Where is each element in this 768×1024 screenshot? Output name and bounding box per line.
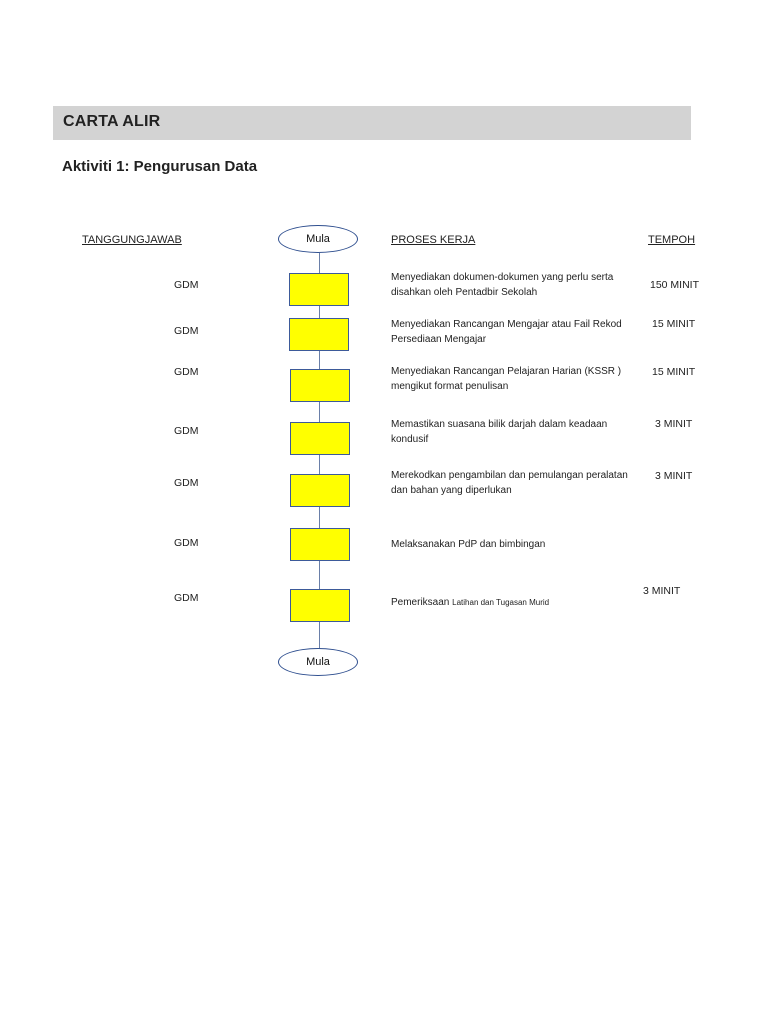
end-terminator (278, 648, 358, 676)
end-label: Mula (306, 656, 330, 668)
step-3-duration: 15 MINIT (652, 366, 696, 378)
process-box-1 (289, 273, 349, 306)
connector-line (319, 402, 320, 422)
process-box-2 (289, 318, 349, 351)
connector-line (319, 306, 320, 318)
connector-line (319, 351, 320, 369)
step-3-responsible: GDM (174, 366, 199, 378)
step-1-process: Menyediakan dokumen-dokumen yang perlu serta disahkan oleh Pentadbir Sekolah (391, 272, 614, 298)
step-3-process: Menyediakan Rancangan Pelajaran Harian (KSSR ) mengikut format penulisan (391, 366, 622, 392)
process-box-5 (290, 474, 350, 507)
connector-line (319, 253, 320, 273)
step-7-responsible: GDM (174, 592, 199, 604)
step-7-duration: 3 MINIT (643, 585, 681, 597)
page-title: CARTA ALIR (63, 113, 161, 130)
connector-line (319, 561, 320, 589)
process-box-4 (290, 422, 350, 455)
step-5-responsible: GDM (174, 477, 199, 489)
process-box-6 (290, 528, 350, 561)
start-label: Mula (306, 233, 330, 245)
step-5-duration: 3 MINIT (655, 470, 693, 482)
process-box-3 (290, 369, 350, 402)
step-5-process: Merekodkan pengambilan dan pemulangan peralatan dan bahan yang diperlukan (391, 470, 628, 496)
header-duration: TEMPOH (648, 234, 696, 246)
title-bar (53, 106, 691, 140)
step-6-process: Melaksanakan PdP dan bimbingan (391, 539, 546, 550)
process-box-7 (290, 589, 350, 622)
step-2-duration: 15 MINIT (652, 318, 696, 330)
connector-line (319, 507, 320, 528)
step-4-responsible: GDM (174, 425, 199, 437)
activity-subtitle: Aktiviti 1: Pengurusan Data (62, 158, 258, 175)
header-responsibility: TANGGUNGJAWAB (82, 234, 182, 246)
step-4-process: Memastikan suasana bilik darjah dalam keadaan kondusif (391, 419, 608, 445)
connector-line (319, 622, 320, 648)
start-terminator (278, 225, 358, 253)
step-7-process-part2: Latihan dan Tugasan Murid (452, 598, 550, 607)
step-1-duration: 150 MINIT (650, 279, 700, 291)
header-process: PROSES KERJA (391, 234, 476, 246)
step-1-responsible: GDM (174, 279, 199, 291)
step-6-responsible: GDM (174, 537, 199, 549)
step-7-process-part1: Pemeriksaan (391, 597, 450, 608)
step-7-process (391, 595, 636, 610)
connector-line (319, 455, 320, 474)
step-2-process: Menyediakan Rancangan Mengajar atau Fail Rekod Persediaan Mengajar (391, 319, 622, 345)
step-4-duration: 3 MINIT (655, 418, 693, 430)
step-2-responsible: GDM (174, 325, 199, 337)
